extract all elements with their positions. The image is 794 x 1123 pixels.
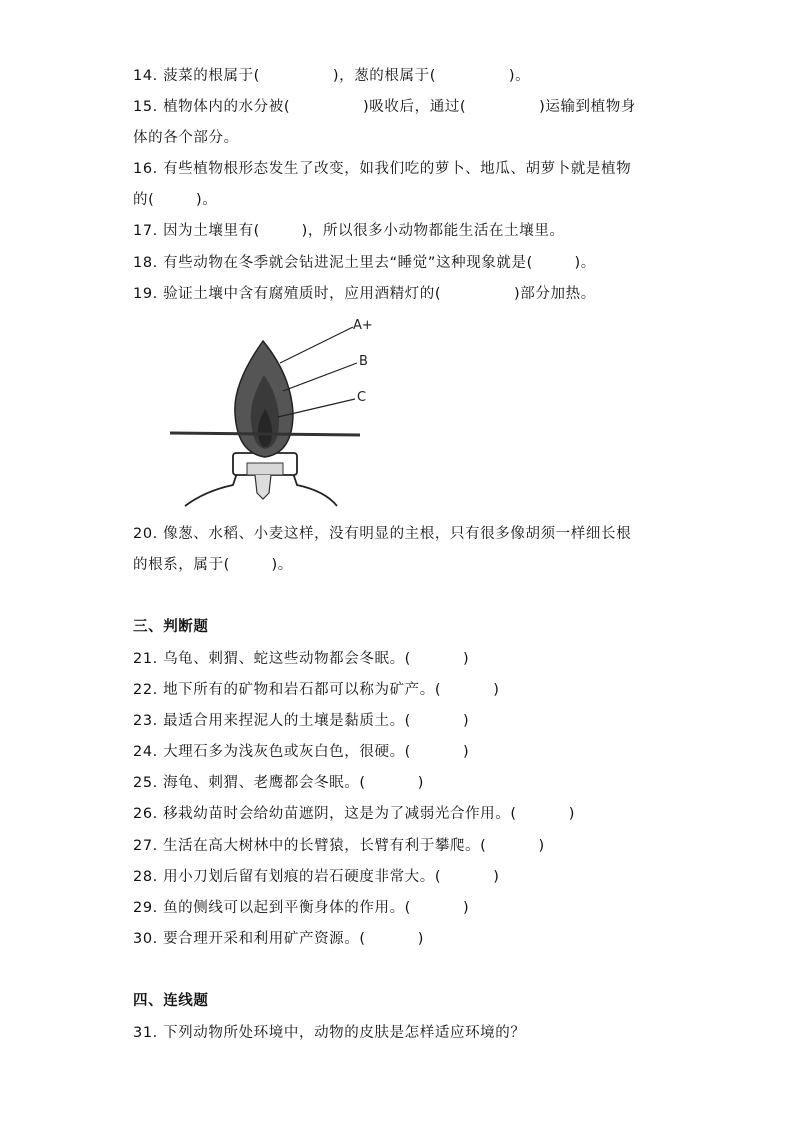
alcohol-lamp-figure	[165, 313, 395, 508]
leader-line-b	[283, 363, 357, 391]
heating-stick	[170, 433, 360, 435]
question-29: 29. 鱼的侧线可以起到平衡身体的作用。( )	[133, 900, 470, 916]
question-16-line-2: 的( )。	[133, 192, 218, 208]
question-22: 22. 地下所有的矿物和岩石都可以称为矿产。( )	[133, 682, 500, 698]
question-20-line-1: 20. 像葱、水稻、小麦这样，没有明显的主根，只有很多像胡须一样细长根	[133, 526, 632, 542]
question-26: 26. 移栽幼苗时会给幼苗遮阴，这是为了减弱光合作用。( )	[133, 806, 575, 822]
question-14: 14. 菠菜的根属于( )，葱的根属于( )。	[133, 68, 531, 84]
question-15-line-2: 体的各个部分。	[133, 130, 239, 146]
wick-holder	[247, 463, 283, 475]
label-b: B	[359, 354, 368, 369]
section-heading-match: 四、连线题	[133, 993, 209, 1009]
question-28: 28. 用小刀划后留有划痕的岩石硬度非常大。( )	[133, 869, 500, 885]
question-25: 25. 海龟、刺猬、老鹰都会冬眠。( )	[133, 775, 424, 791]
label-a: A+	[353, 318, 373, 333]
leader-line-a	[280, 327, 353, 363]
question-17: 17. 因为土壤里有( )，所以很多小动物都能生活在土壤里。	[133, 223, 565, 239]
question-24: 24. 大理石多为浅灰色或灰白色，很硬。( )	[133, 744, 470, 760]
lamp-neck	[255, 475, 271, 499]
question-15-line-1: 15. 植物体内的水分被( )吸收后，通过( )运输到植物身	[133, 99, 636, 115]
question-20-line-2: 的根系，属于( )。	[133, 557, 293, 573]
question-31: 31. 下列动物所处环境中，动物的皮肤是怎样适应环境的？	[133, 1025, 526, 1041]
question-23: 23. 最适合用来捏泥人的土壤是黏质土。( )	[133, 713, 470, 729]
section-heading-judge: 三、判断题	[133, 619, 209, 635]
question-21: 21. 乌龟、刺猬、蛇这些动物都会冬眠。( )	[133, 651, 470, 667]
question-30: 30. 要合理开采和利用矿产资源。( )	[133, 931, 424, 947]
question-27: 27. 生活在高大树林中的长臂猿，长臂有利于攀爬。( )	[133, 838, 545, 854]
question-19: 19. 验证土壤中含有腐殖质时，应用酒精灯的( )部分加热。	[133, 286, 596, 302]
question-18: 18. 有些动物在冬季就会钻进泥土里去“睡觉”这种现象就是( )。	[133, 255, 596, 271]
question-16-line-1: 16. 有些植物根形态发生了改变，如我们吃的萝卜、地瓜、胡萝卜就是植物	[133, 161, 632, 177]
alcohol-lamp-flame-diagram	[165, 313, 395, 508]
label-c: C	[357, 390, 367, 405]
